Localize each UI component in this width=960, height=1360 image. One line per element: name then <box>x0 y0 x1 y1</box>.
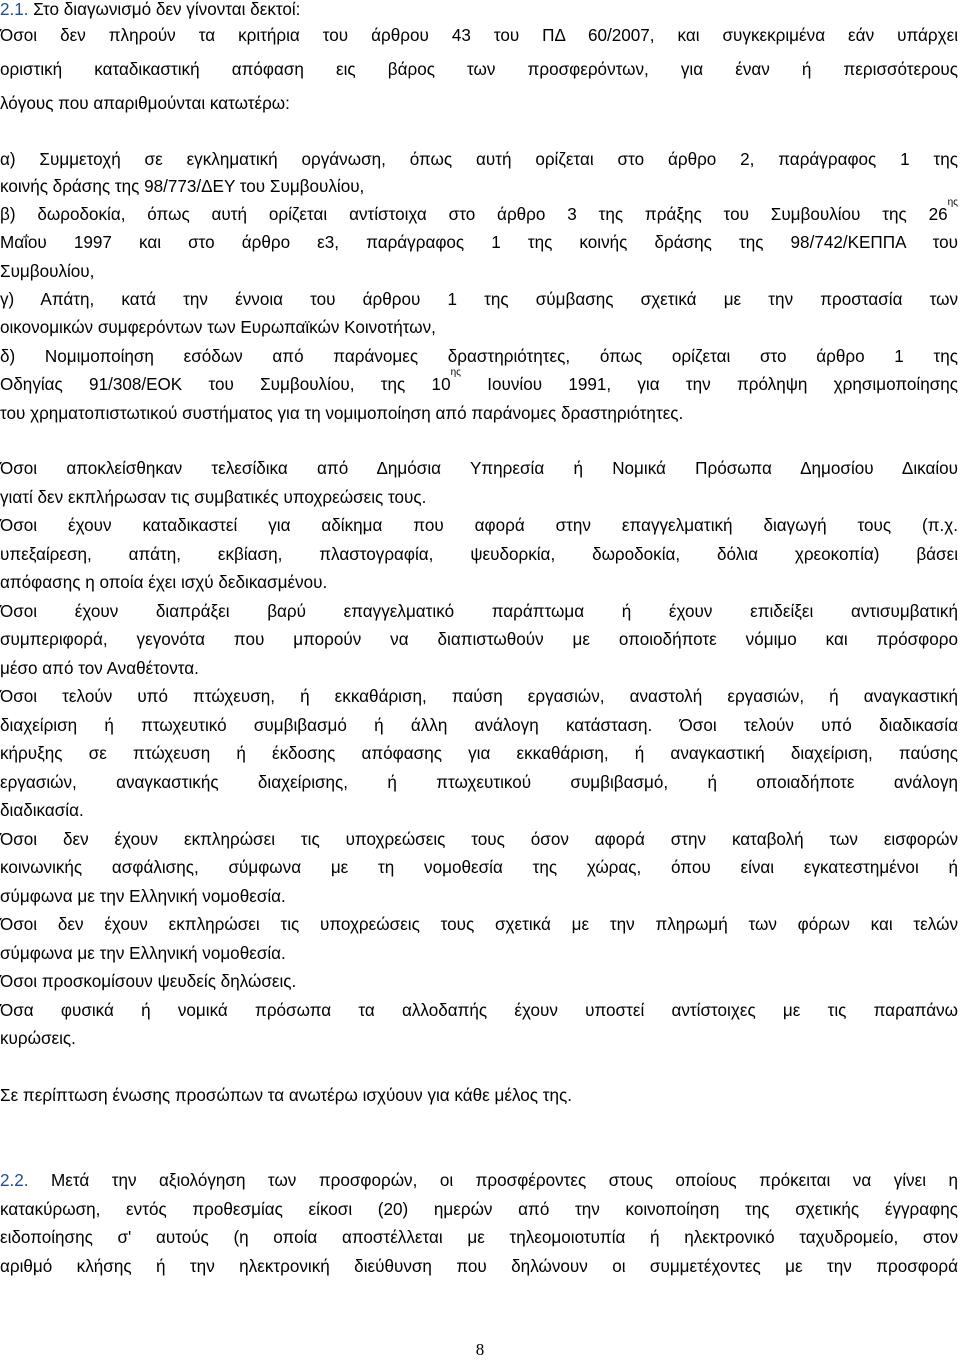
section-2-2-line: ειδοποίησης σ' αυτούς (η οποία αποστέλλεται με τηλεομοιοτυπία ή ηλεκτρονικό ταχυδρομείο, στον <box>0 1228 958 1247</box>
para-misconduct: συμπεριφορά, γεγονότα που μπορούν να διαπιστωθούν με οποιοδήποτε νόμιμο και πρόσφορο <box>0 630 958 649</box>
para-tax: Όσοι δεν έχουν εκπληρώσει τις υποχρεώσεις τους σχετικά με την πληρωμή των φόρων και τελών <box>0 915 958 934</box>
item-d-line: Οδηγίας 91/308/ΕΟΚ του Συμβουλίου, της $10^{\eta\varsigma}$ Ιουνίου 1991, για την πρόληψη χρησιμοποίησης <box>0 367 959 394</box>
item-b-line: Συμβουλίου, <box>0 262 95 281</box>
page-number: 8 <box>475 1340 485 1359</box>
intro-line: λόγους που απαριθμούνται κατωτέρω: <box>0 94 290 113</box>
item-d-line: του χρηματοπιστωτικού συστήματος για τη νομιμοποίηση από παράνομες δραστηριότητες. <box>0 404 684 423</box>
item-b-line: β) δωροδοκία, όπως αυτή ορίζεται αντίστοιχα στο άρθρο 3 της πράξης του Συμβουλίου της $26^{\eta\varsigma}$ <box>0 197 958 224</box>
para-convicted: απόφασης η οποία έχει ισχύ δεδικασμένου. <box>0 573 328 592</box>
item-b-line: Μαΐου 1997 και στο άρθρο ε3, παράγραφος 1 της κοινής δράσης της 98/742/ΚΕΠΠΑ του <box>0 233 958 252</box>
para-misconduct: Όσοι έχουν διαπράξει βαρύ επαγγελματικό παράπτωμα ή έχουν επιδείξει αντισυμβατική <box>0 602 958 621</box>
intro-line: οριστική καταδικαστική απόφαση εις βάρος των προσφερόντων, για έναν ή περισσότερους <box>0 60 958 79</box>
para-bankruptcy: κήρυξης σε πτώχευση ή έκδοσης απόφασης για εκκαθάριση, ή αναγκαστική διαχείριση, παύσης <box>0 744 958 763</box>
para-bankruptcy: Όσοι τελούν υπό πτώχευση, ή εκκαθάριση, παύση εργασιών, αναστολή εργασιών, ή αναγκαστική <box>0 687 958 706</box>
intro-line: Όσοι δεν πληρούν τα κριτήρια του άρθρου 43 του ΠΔ 60/2007, και συγκεκριμένα εάν υπάρχει <box>0 26 958 45</box>
item-c-line: γ) Απάτη, κατά την έννοια του άρθρου 1 της σύμβασης σχετικά με την προστασία των <box>0 290 958 309</box>
section-2-2-line: 2.2. Μετά την αξιολόγηση των προσφορών, οι προσφέροντες στους οποίους πρόκειται να γίνει η <box>0 1171 958 1190</box>
para-bankruptcy: διαχείριση ή πτωχευτικό συμβιβασμό ή άλλη ανάλογη κατάσταση. Όσοι τελούν υπό διαδικασία <box>0 716 958 735</box>
para-convicted: Όσοι έχουν καταδικαστεί για αδίκημα που αφορά στην επαγγελματική διαγωγή τους (π.χ. <box>0 516 958 535</box>
para-false-declarations: Όσοι προσκομίσουν ψευδείς δηλώσεις. <box>0 972 297 991</box>
para-social-security: σύμφωνα με την Ελληνική νομοθεσία. <box>0 887 286 906</box>
item-a-line: α) Συμμετοχή σε εγκληματική οργάνωση, όπως αυτή ορίζεται στο άρθρο 2, παράγραφος 1 της <box>0 150 958 169</box>
para-social-security: Όσοι δεν έχουν εκπληρώσει τις υποχρεώσεις τους όσον αφορά στην καταβολή των εισφορών <box>0 830 958 849</box>
para-excluded: γιατί δεν εκπλήρωσαν τις συμβατικές υποχρεώσεις τους. <box>0 488 427 507</box>
para-foreign-persons: κυρώσεις. <box>0 1029 76 1048</box>
section-2-2-line: αριθμό κλήσης ή την ηλεκτρονική διεύθυνση που δηλώνουν οι συμμετέχοντες με την προσφορά <box>0 1257 958 1276</box>
para-foreign-persons: Όσα φυσικά ή νομικά πρόσωπα τα αλλοδαπής έχουν υποστεί αντίστοιχες με τις παραπάνω <box>0 1001 958 1020</box>
para-bankruptcy: εργασιών, αναγκαστικής διαχείρισης, ή πτωχευτικού συμβιβασμό, ή οποιαδήποτε ανάλογη <box>0 773 958 792</box>
para-bankruptcy: διαδικασία. <box>0 801 84 820</box>
section-number: 2.1. <box>0 0 29 19</box>
section-number: 2.2. <box>0 1171 29 1190</box>
para-union: Σε περίπτωση ένωσης προσώπων τα ανωτέρω ισχύουν για κάθε μέλος της. <box>0 1086 573 1105</box>
para-social-security: κοινωνικής ασφάλισης, σύμφωνα με τη νομοθεσία της χώρας, όπου είναι εγκατεστημένοι ή <box>0 858 958 877</box>
item-a-line: κοινής δράσης της 98/773/ΔΕΥ του Συμβουλίου, <box>0 177 365 196</box>
para-convicted: υπεξαίρεση, απάτη, εκβίαση, πλαστογραφία, ψευδορκία, δωροδοκία, δόλια χρεοκοπία) βάσει <box>0 545 958 564</box>
para-tax: σύμφωνα με την Ελληνική νομοθεσία. <box>0 944 286 963</box>
para-excluded: Όσοι αποκλείσθηκαν τελεσίδικα από Δημόσια Υπηρεσία ή Νομικά Πρόσωπα Δημοσίου Δικαίου <box>0 459 958 478</box>
item-c-line: οικονομικών συμφερόντων των Ευρωπαϊκών Κοινοτήτων, <box>0 318 436 337</box>
para-misconduct: μέσο από τον Αναθέτοντα. <box>0 659 199 678</box>
section-2-1-heading: 2.1. Στο διαγωνισμό δεν γίνονται δεκτοί: <box>0 0 301 19</box>
item-d-line: δ) Νομιμοποίηση εσόδων από παράνομες δραστηριότητες, όπως ορίζεται στο άρθρο 1 της <box>0 347 958 366</box>
section-2-2-line: κατακύρωση, εντός προθεσμίας είκοσι (20) ημερών από την κοινοποίηση της σχετικής έγγραφης <box>0 1200 958 1219</box>
